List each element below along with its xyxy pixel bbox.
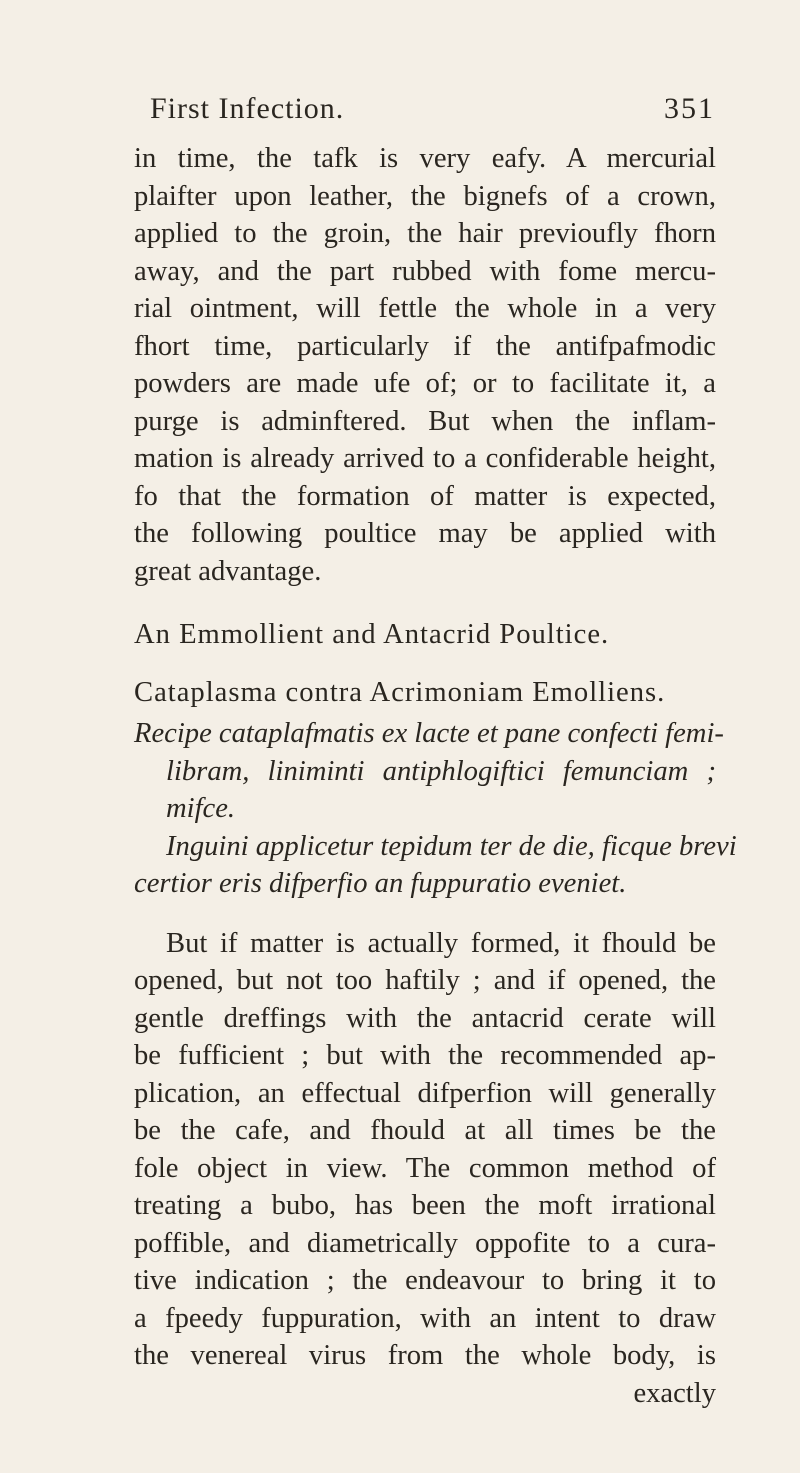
recipe-heading-latin: Cataplasma contra Acrimoniam Emolliens. bbox=[134, 676, 666, 708]
text-line: But if matter is actually formed, it fhould be bbox=[166, 927, 716, 959]
text-line: libram, liniminti antiphlogiftici femunciam ; bbox=[166, 755, 716, 787]
text-line: purge is adminftered. But when the inflam- bbox=[134, 405, 716, 437]
page-body bbox=[134, 140, 737, 1412]
text-line: the following poultice may be applied with bbox=[134, 518, 716, 549]
text-line: opened, but not too haftily ; and if opened, the bbox=[134, 965, 716, 996]
text-line: be fufficient ; but with the recommended ap- bbox=[134, 1040, 716, 1071]
recipe-latin bbox=[134, 715, 737, 903]
text-line: fole object in view. The common method of bbox=[134, 1152, 716, 1184]
text-line: Inguini applicetur tepidum ter de die, ficque brevi bbox=[166, 830, 737, 862]
catchword: exactly bbox=[633, 1377, 716, 1409]
text-line: applied to the groin, the hair previoufly fhorn bbox=[134, 218, 716, 249]
text-line: mation is already arrived to a confiderable height, bbox=[134, 443, 716, 474]
running-head bbox=[150, 92, 715, 126]
page-number: 351 bbox=[664, 92, 715, 125]
paragraph-1 bbox=[134, 140, 716, 590]
text-line: treating a bubo, has been the moft irrational bbox=[134, 1190, 716, 1221]
text-line: certior eris difperfio an fuppuratio eveniet. bbox=[134, 868, 627, 899]
text-line: powders are made ufe of; or to facilitate it, a bbox=[134, 368, 716, 399]
text-line: fo that the formation of matter is expected, bbox=[134, 480, 716, 512]
text-line: a fpeedy fuppuration, with an intent to draw bbox=[134, 1302, 716, 1334]
text-line: great advantage. bbox=[134, 555, 322, 587]
text-line: mifce. bbox=[166, 793, 236, 824]
text-line: the venereal virus from the whole body, is bbox=[134, 1340, 716, 1371]
text-line: tive indication ; the endeavour to bring it to bbox=[134, 1265, 716, 1296]
text-line: away, and the part rubbed with fome mercu- bbox=[134, 255, 716, 287]
text-line: poffible, and diametrically oppofite to a cura- bbox=[134, 1227, 716, 1259]
text-line: plaifter upon leather, the bignefs of a crown, bbox=[134, 180, 716, 212]
running-head-title: First Infection. bbox=[150, 92, 345, 125]
text-line: rial ointment, will fettle the whole in a very bbox=[134, 293, 716, 324]
text-line: gentle dreffings with the antacrid cerate will bbox=[134, 1002, 716, 1034]
text-line: Recipe cataplafmatis ex lacte et pane confecti femi- bbox=[134, 718, 724, 749]
text-line: fhort time, particularly if the antifpafmodic bbox=[134, 330, 716, 362]
paragraph-2 bbox=[134, 925, 716, 1375]
text-line: be the cafe, and fhould at all times be the bbox=[134, 1115, 716, 1146]
recipe-heading-english: An Emmollient and Antacrid Poultice. bbox=[134, 619, 610, 650]
text-line: plication, an effectual difperfion will generally bbox=[134, 1077, 716, 1109]
text-line: in time, the tafk is very eafy. A mercurial bbox=[134, 143, 716, 174]
